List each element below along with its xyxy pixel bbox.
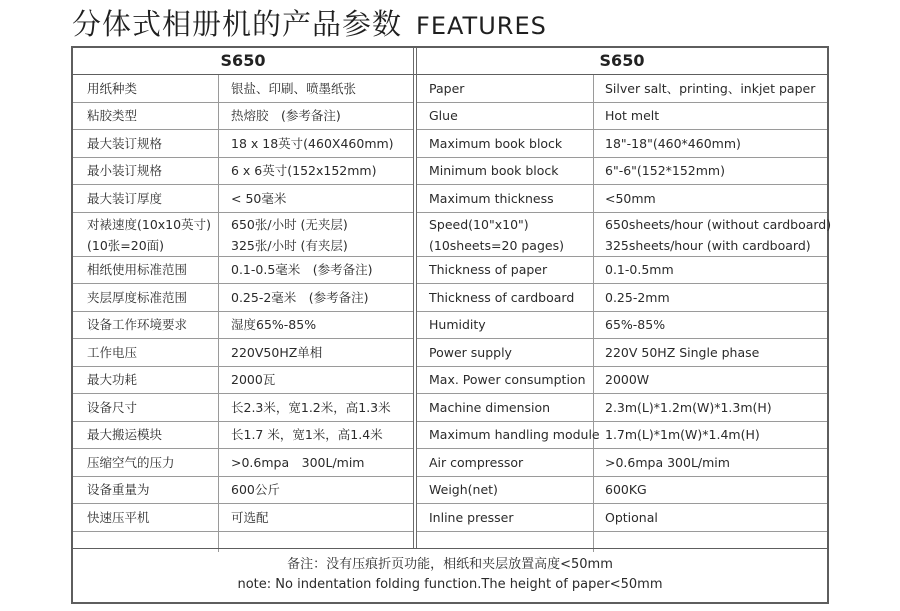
chinese-spec-column — [73, 75, 413, 532]
zh-value: < 50毫米 — [231, 190, 287, 206]
table-row — [73, 367, 413, 395]
en-label: Thickness of cardboard — [429, 289, 575, 305]
footnote-en: note: No indentation folding function.The height of paper<50mm — [237, 577, 663, 592]
en-value: 2000W — [605, 372, 650, 388]
en-label: Machine dimension — [429, 399, 551, 415]
zh-label: 设备重量为 — [87, 482, 150, 498]
right-model-header: S650 — [599, 51, 645, 70]
spec-table — [71, 46, 832, 604]
zh-value: 18 x 18英寸(460X460mm) — [231, 135, 394, 151]
en-label: Maximum book block — [429, 135, 563, 151]
zh-label: 夹层厚度标准范围 — [87, 289, 188, 305]
zh-value: 0.25-2毫米 (参考备注) — [231, 289, 369, 305]
table-row — [417, 130, 827, 158]
page-title — [72, 2, 547, 42]
left-model-header: S650 — [220, 51, 266, 70]
zh-label: 最小装订规格 — [87, 163, 163, 179]
zh-label: 最大搬运模块 — [87, 427, 163, 443]
zh-label: 最大装订厚度 — [87, 190, 163, 206]
table-row — [73, 75, 413, 103]
title-zh: 分体式相册机的产品参数 — [72, 7, 403, 41]
zh-label: 设备尺寸 — [87, 399, 138, 415]
en-value: 220V 50HZ Single phase — [605, 344, 760, 360]
table-row — [417, 504, 827, 532]
zh-label: 用纸种类 — [87, 80, 138, 96]
zh-value: 可选配 — [231, 509, 269, 525]
title-en: FEATURES — [416, 12, 547, 40]
table-row — [73, 422, 413, 450]
table-row — [417, 367, 827, 395]
en-value: 0.1-0.5mm — [605, 262, 674, 278]
zh-label: 压缩空气的压力 — [87, 454, 175, 470]
table-row — [73, 394, 413, 422]
table-row — [417, 213, 832, 257]
en-value: Hot melt — [605, 108, 660, 124]
footnote — [73, 548, 827, 602]
en-label: Maximum thickness — [429, 190, 554, 206]
en-label: Glue — [429, 108, 458, 124]
zh-value: 6 x 6英寸(152x152mm) — [231, 163, 377, 179]
en-value: 0.25-2mm — [605, 289, 670, 305]
en-value: 6"-6"(152*152mm) — [605, 163, 725, 179]
en-value-line2: 325sheets/hour (with cardboard) — [605, 237, 811, 253]
table-row — [417, 158, 827, 186]
zh-value: 220V50HZ单相 — [231, 344, 323, 360]
en-label: Weigh(net) — [429, 482, 498, 498]
table-row — [73, 103, 413, 131]
zh-label: 粘胶类型 — [87, 108, 138, 124]
table-row — [417, 284, 827, 312]
zh-value: >0.6mpa 300L/mim — [231, 454, 365, 470]
zh-value: 600公斤 — [231, 482, 280, 498]
zh-label: 工作电压 — [87, 344, 138, 360]
en-value: 18"-18"(460*460mm) — [605, 135, 741, 151]
footnote-zh: 备注：没有压痕折页功能，相纸和夹层放置高度<50mm — [287, 557, 613, 572]
en-value: Silver salt、printing、inkjet paper — [605, 80, 816, 96]
zh-value-line2: 325张/小时 (有夹层) — [231, 237, 348, 253]
en-label: Paper — [429, 80, 465, 96]
en-label: Thickness of paper — [429, 262, 548, 278]
english-spec-column — [417, 75, 832, 532]
table-row — [73, 213, 413, 257]
zh-value: 湿度65%-85% — [231, 317, 317, 333]
en-value: Optional — [605, 509, 658, 525]
zh-value: 650张/小时 (无夹层) — [231, 216, 348, 232]
table-row — [417, 75, 827, 103]
table-row — [417, 394, 827, 422]
table-row — [417, 339, 827, 367]
en-value: 2.3m(L)*1.2m(W)*1.3m(H) — [605, 399, 772, 415]
zh-label: 设备工作环境要求 — [87, 317, 188, 333]
table-row — [417, 422, 827, 450]
zh-value: 银盐、印刷、喷墨纸张 — [231, 80, 357, 96]
en-label: Power supply — [429, 344, 512, 360]
zh-label: 最大装订规格 — [87, 135, 163, 151]
zh-label-line2: (10张=20面) — [87, 237, 165, 253]
en-value: 650sheets/hour (without cardboard) — [605, 216, 832, 232]
en-label: Maximum handling module — [429, 427, 600, 443]
en-label: Air compressor — [429, 454, 524, 470]
table-row — [73, 284, 413, 312]
table-row — [73, 339, 413, 367]
table-row — [73, 158, 413, 186]
en-label-line2: (10sheets=20 pages) — [429, 237, 564, 253]
table-row — [417, 449, 827, 477]
en-value: 65%-85% — [605, 317, 666, 333]
en-label: Inline presser — [429, 509, 514, 525]
table-row — [73, 449, 413, 477]
table-row — [417, 477, 827, 505]
table-row — [417, 257, 827, 285]
en-value: >0.6mpa 300L/mim — [605, 454, 730, 470]
en-label: Max. Power consumption — [429, 372, 586, 388]
en-label: Speed(10"x10") — [429, 216, 529, 232]
zh-value: 长1.7 米，宽1米，高1.4米 — [231, 427, 383, 443]
zh-value: 0.1-0.5毫米 (参考备注) — [231, 262, 373, 278]
table-row — [417, 103, 827, 131]
zh-label: 相纸使用标准范围 — [87, 262, 188, 278]
table-row — [73, 257, 413, 285]
table-row — [417, 312, 827, 340]
table-row — [73, 312, 413, 340]
table-row — [73, 130, 413, 158]
zh-value: 热熔胶 (参考备注) — [231, 108, 341, 124]
en-label: Humidity — [429, 317, 486, 333]
table-row — [73, 504, 413, 532]
zh-label: 快速压平机 — [87, 509, 150, 525]
table-row — [417, 185, 827, 213]
en-value: 600KG — [605, 482, 647, 498]
en-value: <50mm — [605, 190, 656, 206]
zh-label: 最大功耗 — [87, 372, 138, 388]
en-label: Minimum book block — [429, 163, 559, 179]
table-row — [73, 477, 413, 505]
en-value: 1.7m(L)*1m(W)*1.4m(H) — [605, 427, 760, 443]
zh-label: 对裱速度(10x10英寸) — [87, 216, 211, 232]
zh-value: 长2.3米，宽1.2米，高1.3米 — [231, 399, 391, 415]
zh-value: 2000瓦 — [231, 372, 276, 388]
table-row — [73, 185, 413, 213]
